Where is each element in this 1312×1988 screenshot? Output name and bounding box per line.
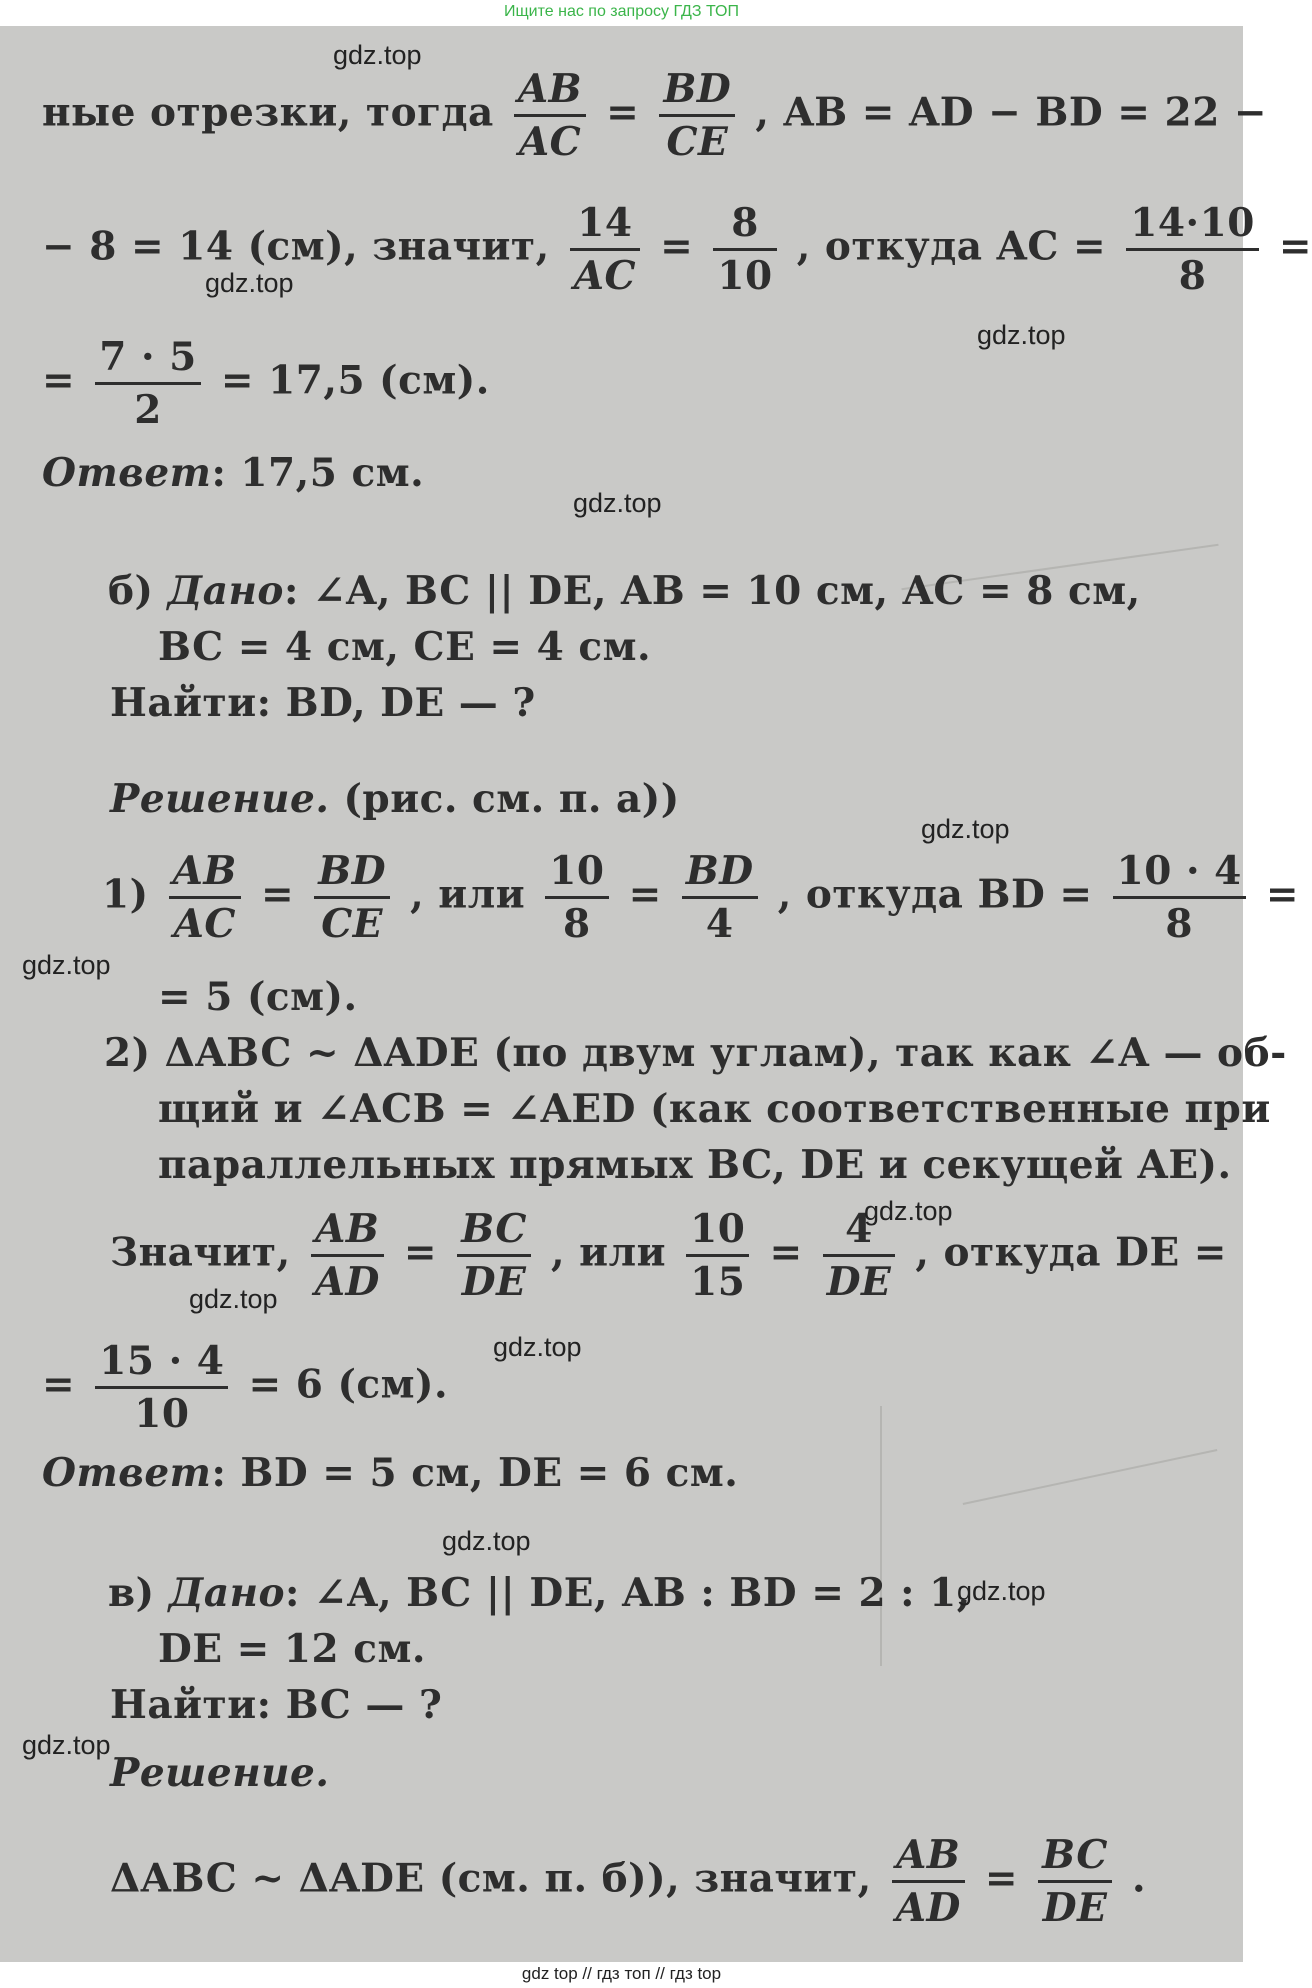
answer-line-1 <box>42 450 424 496</box>
equals-sign: = <box>403 1229 438 1276</box>
part-prefix: б) <box>108 568 154 614</box>
watermark: gdz.top <box>442 1526 531 1556</box>
fraction <box>545 846 608 949</box>
text-fragment: щий и ∠ACB = ∠AED (как соответственные при <box>158 1086 1271 1132</box>
fraction <box>514 64 586 167</box>
step-2-line-2 <box>158 1086 1271 1132</box>
fraction <box>1126 198 1259 301</box>
step-1 <box>102 846 1299 949</box>
watermark: gdz.top <box>333 40 422 70</box>
equals-sign: = <box>984 1855 1019 1902</box>
denominator: 8 <box>563 901 591 947</box>
watermark: gdz.top <box>864 1196 953 1226</box>
fraction <box>314 846 390 949</box>
equals-sign: = <box>42 357 76 404</box>
fraction <box>1038 1830 1112 1933</box>
denominator: CE <box>321 901 384 947</box>
numerator: AB <box>172 848 237 894</box>
result-text: = 5 (см). <box>158 974 358 1020</box>
text-fragment: − 8 = 14 (см), значит, <box>42 223 550 270</box>
denominator: 10 <box>134 1391 190 1437</box>
text-line-1 <box>42 64 1267 167</box>
fraction <box>570 198 640 301</box>
denominator: DE <box>1042 1885 1108 1931</box>
part-v-find <box>110 1682 442 1728</box>
text-line-3 <box>42 332 490 435</box>
watermark: gdz.top <box>22 1730 111 1760</box>
watermark: gdz.top <box>573 488 662 518</box>
equals-sign: = <box>1278 223 1312 270</box>
fraction <box>311 1204 384 1307</box>
text-fragment: , откуда DE = <box>915 1229 1227 1276</box>
text-fragment: параллельных прямых BC, DE и секущей AE). <box>158 1142 1232 1188</box>
numerator: BD <box>663 66 732 112</box>
denominator: AC <box>518 119 582 165</box>
numerator: 15 · 4 <box>95 1336 228 1389</box>
solution-text: (рис. см. п. а)) <box>329 776 680 822</box>
numerator: 7 · 5 <box>95 332 201 385</box>
part-v-given-2 <box>158 1626 426 1672</box>
text-fragment: = 17,5 (см). <box>220 357 490 404</box>
denominator: AD <box>314 1259 380 1305</box>
answer-label: Ответ <box>42 450 212 496</box>
given-text: : ∠A, BC || DE, AB : BD = 2 : 1, <box>285 1570 971 1616</box>
answer-text: : 17,5 см. <box>211 450 425 496</box>
part-b-given-2 <box>158 624 651 670</box>
solution-label: Решение. <box>110 1750 330 1796</box>
numerator: 10 <box>545 846 608 899</box>
numerator: 8 <box>713 198 776 251</box>
given-text: : ∠A, BC || DE, AB = 10 см, AC = 8 см, <box>283 568 1141 614</box>
text-fragment: , откуда AC = <box>796 223 1107 270</box>
part-v-last <box>110 1830 1146 1933</box>
text-fragment: ΔABC ~ ΔADE (см. п. б)), значит, <box>110 1855 872 1902</box>
text-fragment: , или <box>410 871 526 918</box>
denominator: AD <box>895 1885 961 1931</box>
watermark: gdz.top <box>205 268 294 298</box>
fraction <box>1113 846 1246 949</box>
part-b-solution <box>110 776 680 822</box>
fraction <box>892 1830 965 1933</box>
numerator: 4 <box>823 1204 896 1257</box>
denominator: 10 <box>717 253 773 299</box>
text-fragment: Значит, <box>110 1229 291 1276</box>
equals-sign: = <box>628 871 662 918</box>
numerator: BC <box>461 1206 527 1252</box>
numerator: 10 <box>686 1204 749 1257</box>
part-b-given <box>108 568 1141 614</box>
watermark: gdz.top <box>189 1284 278 1314</box>
text-fragment: 2) ΔABC ~ ΔADE (по двум углам), так как ∠A — об- <box>104 1030 1287 1076</box>
part-v-solution <box>110 1750 329 1796</box>
text-fragment: , или <box>551 1229 667 1276</box>
denominator: AC <box>573 253 637 299</box>
step-2-line-1 <box>104 1030 1287 1076</box>
numerator: AB <box>517 66 583 112</box>
find-text: Найти: BC — ? <box>110 1682 443 1728</box>
numerator: BC <box>1042 1832 1108 1878</box>
fraction <box>95 332 201 435</box>
answer-text: : BD = 5 см, DE = 6 см. <box>211 1450 739 1496</box>
bleed-through-line <box>963 1449 1218 1505</box>
step-1-result <box>158 974 358 1020</box>
fraction <box>682 846 758 949</box>
numerator: 14 <box>570 198 640 251</box>
answer-line-2 <box>42 1450 738 1496</box>
numerator: 10 · 4 <box>1113 846 1246 899</box>
part-b-find <box>110 680 536 726</box>
fraction <box>686 1204 749 1307</box>
fraction <box>713 198 776 301</box>
step-2-line-3 <box>158 1142 1232 1188</box>
denominator: 2 <box>134 387 162 433</box>
numerator: AB <box>315 1206 380 1252</box>
step-number: 1) <box>102 871 149 918</box>
step-4 <box>42 1336 448 1439</box>
fraction <box>95 1336 228 1439</box>
denominator: 8 <box>1165 901 1194 947</box>
denominator: DE <box>461 1259 527 1305</box>
denominator: DE <box>826 1259 892 1305</box>
find-text: Найти: BD, DE — ? <box>110 680 536 726</box>
equals-sign: = <box>769 1229 803 1276</box>
denominator: 4 <box>705 901 734 947</box>
equals-sign: = <box>260 871 295 918</box>
text-fragment: , AB = AD − BD = 22 − <box>755 89 1268 136</box>
fraction <box>169 846 241 949</box>
bleed-through-line <box>880 1406 882 1666</box>
denominator: 15 <box>690 1259 746 1305</box>
equals-sign: = <box>42 1361 76 1408</box>
answer-label: Ответ <box>42 1450 212 1496</box>
solution-label: Решение. <box>110 776 330 822</box>
textbook-page <box>0 26 1312 1962</box>
text-fragment: . <box>1131 1855 1147 1902</box>
site-footer[interactable]: gdz top // гдз топ // гдз top <box>0 1962 1243 1988</box>
part-v-given <box>108 1570 971 1616</box>
equals-sign: = <box>1265 871 1300 918</box>
denominator: AC <box>173 901 236 947</box>
given-text: BC = 4 см, CE = 4 см. <box>158 624 652 670</box>
numerator: BD <box>685 848 754 894</box>
fraction <box>659 64 735 167</box>
watermark: gdz.top <box>22 950 111 980</box>
text-fragment: , откуда BD = <box>777 871 1093 918</box>
numerator: 14·10 <box>1126 198 1259 251</box>
watermark: gdz.top <box>493 1332 582 1362</box>
equals-sign: = <box>660 223 694 270</box>
denominator: 8 <box>1178 253 1207 299</box>
given-label: Дано <box>167 568 284 614</box>
fraction <box>457 1204 531 1307</box>
equals-sign: = <box>606 89 640 136</box>
denominator: CE <box>666 119 729 165</box>
watermark: gdz.top <box>921 814 1010 844</box>
numerator: AB <box>896 1832 961 1878</box>
part-prefix: в) <box>108 1570 155 1616</box>
given-label: Дано <box>168 1570 286 1616</box>
given-text: DE = 12 см. <box>158 1626 426 1672</box>
site-banner[interactable]: Ищите нас по запросу ГДЗ ТОП <box>0 0 1243 26</box>
watermark: gdz.top <box>977 320 1066 350</box>
text-fragment: = 6 (см). <box>248 1361 449 1408</box>
text-fragment: ные отрезки, тогда <box>42 89 494 136</box>
watermark: gdz.top <box>957 1576 1046 1606</box>
numerator: BD <box>318 848 387 894</box>
